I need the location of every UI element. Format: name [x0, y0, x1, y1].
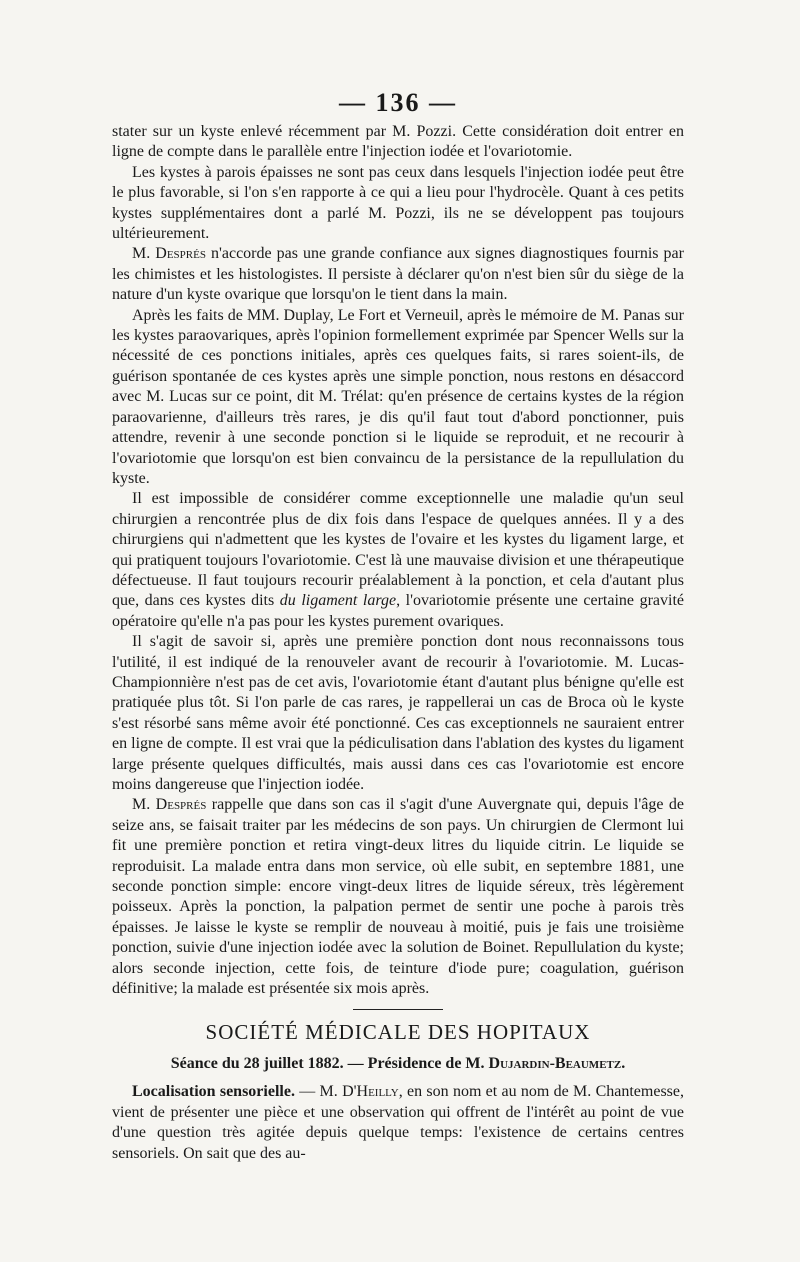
seance-prefix: Séance du 28 juillet 1882. — Présidence de M. — [170, 1055, 489, 1073]
president-name: Dujardin-Beaumetz — [488, 1055, 622, 1073]
page-number: — 136 — — [339, 88, 457, 117]
paragraph-5-italic: du ligament large — [279, 592, 397, 610]
paragraph-3-text: n'accorde pas une grande confiance aux signes diagnostiques fournis par les chimistes et les histologistes. Il persiste à déclarer qu'on n'est bien sûr du siège de la nature d'un kyste ovarique que lorsqu'on le tient dans la main. — [112, 245, 684, 304]
subsection-heading: Localisation sensorielle. — [132, 1083, 295, 1101]
paragraph-8 — [112, 1082, 684, 1164]
paragraph-3 — [112, 244, 684, 305]
paragraph-4: Après les faits de MM. Duplay, Le Fort et Verneuil, après le mémoire de M. Panas sur les kystes paraovariques, après l'opinion formellement exprimée par Spencer Wells sur la nécessité de ces ponctions initiales, après ces quelques faits, si rares soient-ils, de guérison spontanée de ces kystes après une simple ponction, nous restons en désaccord avec M. Lucas sur ce point, dit M. Trélat: qu'en présence de certains kystes de la région paraovarienne, d'ailleurs très rares, je dis qu'il faut tout d'abord ponctionner, puis attendre, revenir à une seconde ponction si le liquide se reproduit, et ne recourir à l'ovariotomie que lorsqu'on est bien convaincu de la persistance de la repullulation du kyste. — [112, 306, 684, 487]
paragraph-7-text: rappelle que dans son cas il s'agit d'une Auvergnate qui, depuis l'âge de seize ans, se faisait traiter par les médecins de son pays. Un chirurgien de Clermont lui fit une première ponction et retira vingt-deux litres du liquide citrin. Le liquide se reproduisit. La malade entra dans mon service, où elle subit, en septembre 1881, une seconde ponction simple: encore vingt-deux litres de liquide séreux, très légèrement poisseux. Après la ponction, la palpation permet de sentir une poche à parois très épaisses. Je laisse le kyste se remplir de nouveau à moitié, puis je fais une troisième ponction, suivie d'une injection iodée avec la solution de Boinet. Repullulation du kyste; alors seconde injection, cette fois, de teinture d'iode pure; coagulation, guérison définitive; la malade est présentée six mois après. — [112, 796, 684, 998]
closing-text — [112, 1082, 684, 1164]
section-title: SOCIÉTÉ MÉDICALE DES HOPITAUX — [205, 1020, 591, 1045]
seance-line — [112, 1054, 684, 1074]
paragraph-7 — [112, 795, 684, 999]
speaker-name: M. Després — [132, 245, 206, 263]
paragraph-1: stater sur un kyste enlevé récemment par M. Pozzi. Cette considération doit entrer en ligne de compte dans le parallèle entre l'injection iodée et l'ovariotomie. — [112, 123, 684, 161]
paragraph-2: Les kystes à parois épaisses ne sont pas ceux dans lesquels l'injection iodée peut être le plus favorable, si l'on s'en rapporte à ce qui a lieu pour l'hydrocèle. Quant à ces petits kystes supplémentaires dont a parlé M. Pozzi, ils ne se développent pas toujours ultérieurement. — [112, 163, 684, 243]
presenter-name: D'Heilly — [342, 1083, 399, 1101]
speaker-name: M. Després — [132, 796, 207, 814]
paragraph-5 — [112, 489, 684, 632]
closing-body: , en son nom et au nom de M. Chantemesse, vient de présenter une pièce et une observation qui offrent de l'intérêt au point de vue d'une question très agitée depuis quelque temps: l'existence de certains centres sensoriels. On sait que des au- — [112, 1083, 685, 1162]
paragraph-5-end: , l'ovariotomie présente une certaine gravité opératoire qu'elle n'a pas pour les kystes purement ovariques. — [112, 592, 684, 630]
paragraph-5-text: Il est impossible de considérer comme exceptionnelle une maladie qu'un seul chirurgien a rencontrée plus de dix fois dans l'espace de quelques années. Il y a des chirurgiens qui n'admettent que les kystes de l'ovaire et les kystes du ligament large, et qui pratiquent toujours l'ovariotomie. C'est là une mauvaise division et une thérapeutique défectueuse. Il faut toujours recourir préalablement à la ponction, et cela d'autant plus que, dans ces kystes dits — [112, 490, 684, 610]
section-divider — [353, 1009, 443, 1010]
closing-dash: — M. — [294, 1083, 343, 1101]
body-text — [112, 122, 684, 999]
paragraph-6: Il s'agit de savoir si, après une première ponction dont nous reconnaissons tous l'utilité, il est indiqué de la renouveler avant de recourir à l'ovariotomie. M. Lucas-Championnière n'est pas de cet avis, l'ovariotomie étant d'autant plus bénigne qu'elle est pratiquée plus tôt. Si l'on parle de cas rares, je rappellerai un cas de Broca où le kyste s'est résorbé sans même avoir été ponctionné. Ces cas exceptionnels ne sauraient entrer en ligne de compte. Il est vrai que la pédiculisation dans l'ablation des kystes du ligament large présente quelques difficultés, mais aussi dans ces cas l'ovariotomie est encore moins dangereuse que l'injection iodée. — [112, 633, 684, 793]
seance-suffix: . — [621, 1055, 626, 1073]
